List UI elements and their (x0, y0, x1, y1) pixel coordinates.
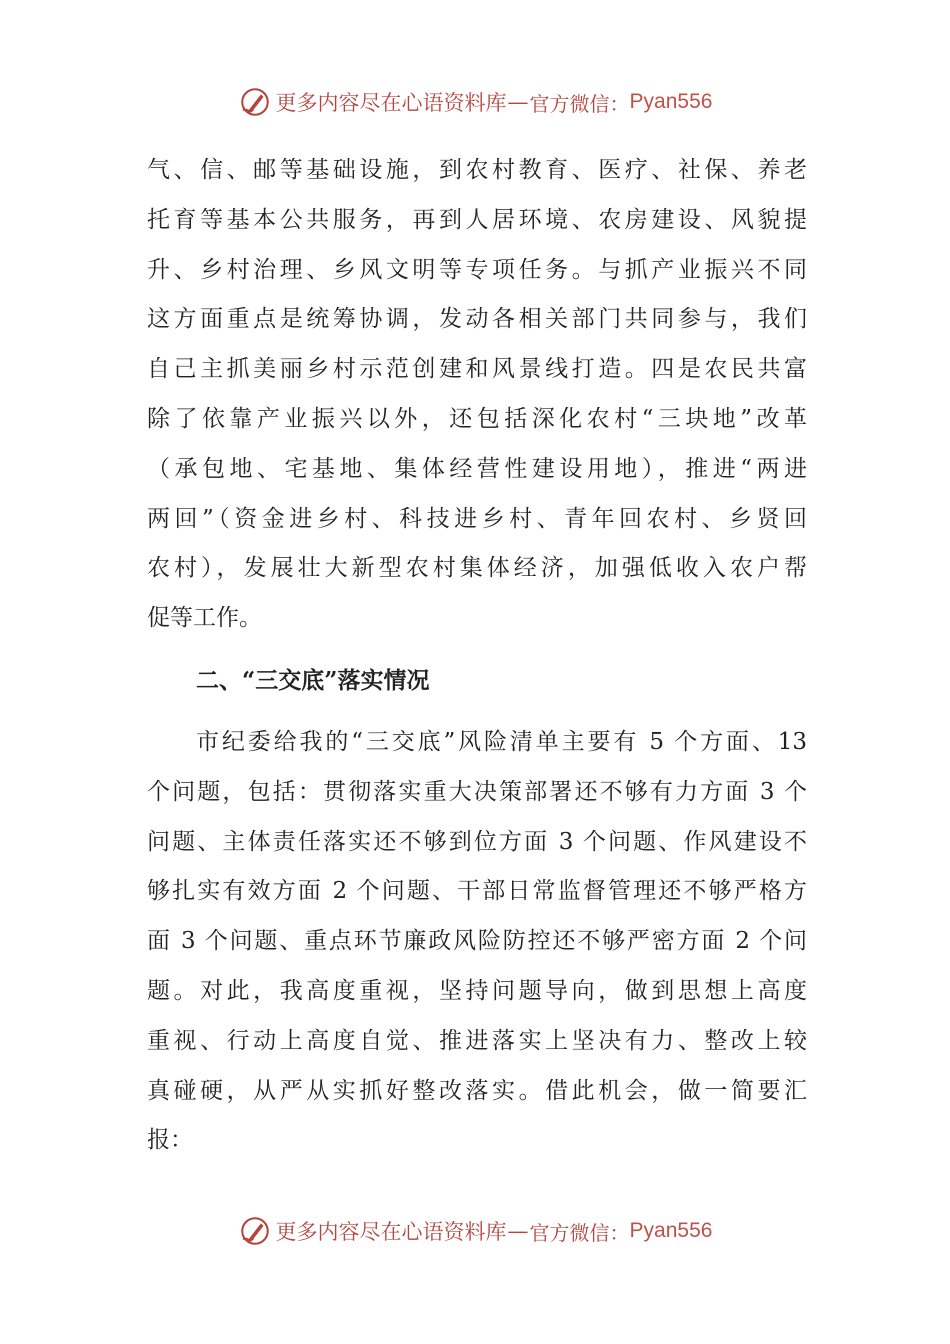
section-heading-text: 二、“三交底”落实情况 (196, 667, 430, 694)
text-line: 报： (147, 1127, 193, 1154)
text-line: 托育等基本公共服务，再到人居环境、农房建设、风貌提 (147, 206, 807, 233)
text-line: 这方面重点是统筹协调，发动各相关部门共同参与，我们 (147, 306, 807, 333)
text-line: 题。对此，我高度重视，坚持问题导向，做到思想上高度 (147, 977, 807, 1004)
text-line: 个问题，包括：贯彻落实重大决策部署还不够有力方面 3 个 (147, 778, 807, 805)
banner-dash: — (507, 90, 529, 114)
text-line: 促等工作。 (147, 605, 262, 632)
banner-dash: — (507, 1219, 529, 1243)
footer-banner (0, 1209, 950, 1253)
text-line: 市纪委给我的“三交底”风险清单主要有 5 个方面、13 (196, 729, 807, 755)
banner-wechat-id: Pyan556 (629, 90, 713, 113)
text-line: 升、乡村治理、乡风文明等专项任务。与抓产业振兴不同 (147, 256, 807, 283)
section-heading (147, 656, 807, 706)
text-line: 够扎实有效方面 2 个问题、干部日常监督管理还不够严格方 (147, 878, 807, 905)
text-line: 重视、行动上高度自觉、推进落实上坚决有力、整改上较 (147, 1027, 807, 1054)
text-line: 自己主抓美丽乡村示范创建和风景线打造。四是农民共富 (147, 356, 807, 383)
text-line: （承包地、宅基地、集体经营性建设用地），推进“两进 (147, 455, 807, 482)
banner-wechat-id: Pyan556 (629, 1219, 713, 1242)
text-line: 面 3 个问题、重点环节廉政风险防控还不够严密方面 2 个问 (147, 928, 807, 955)
banner-brand-text: 更多内容尽在心语资料库 (275, 1220, 507, 1244)
paragraph-three-jiaodi (147, 718, 807, 1166)
banner-wechat-label: 官方微信： (529, 1220, 630, 1245)
text-line: 问题、主体责任落实还不够到位方面 3 个问题、作风建设不 (147, 828, 807, 855)
text-line: 除了依靠产业振兴以外，还包括深化农村“三块地”改革 (147, 405, 807, 432)
text-line: 两回”（资金进乡村、科技进乡村、青年回农村、乡贤回 (147, 505, 807, 532)
banner-brand-text: 更多内容尽在心语资料库 (275, 91, 507, 115)
text-line: 真碰硬，从严从实抓好整改落实。借此机会，做一简要汇 (147, 1077, 807, 1104)
pen-nib-logo-icon (238, 85, 272, 119)
banner-wechat-label: 官方微信： (529, 91, 630, 116)
header-banner (0, 80, 950, 124)
text-line: 气、信、邮等基础设施，到农村教育、医疗、社保、养老 (147, 157, 807, 183)
pen-nib-logo-icon (238, 1214, 272, 1248)
text-line: 农村），发展壮大新型农村集体经济，加强低收入农户帮 (147, 555, 807, 582)
paragraph-continued (147, 146, 807, 644)
